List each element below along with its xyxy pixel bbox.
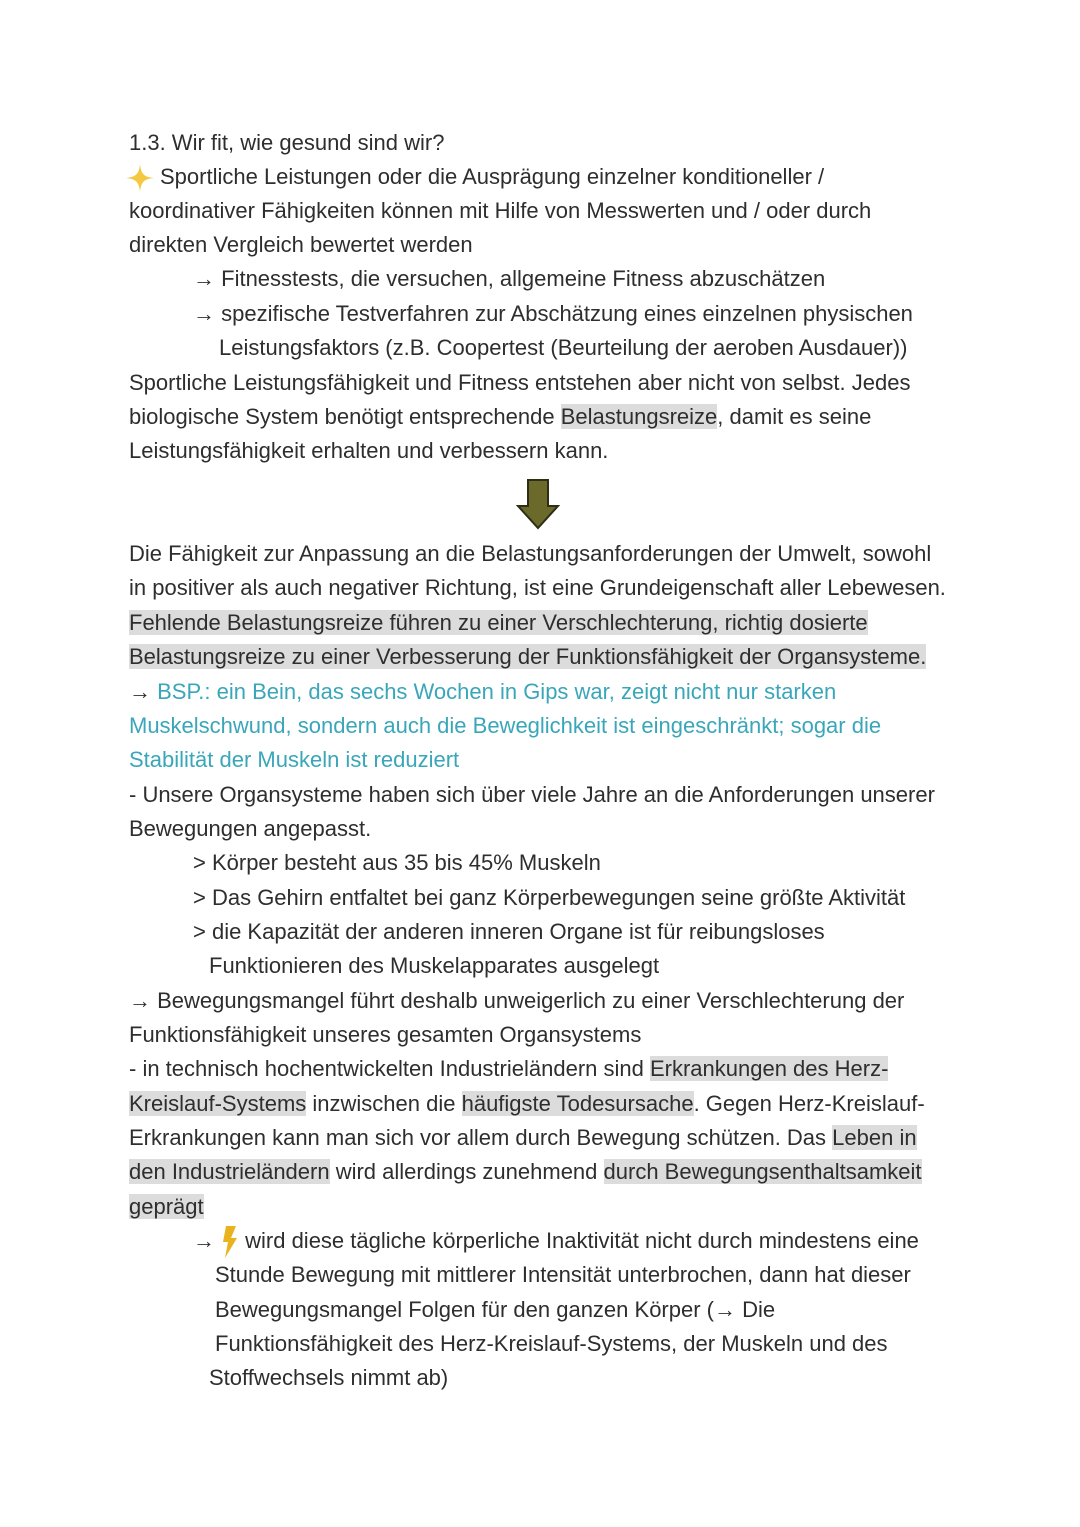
highlight-text: Leben in bbox=[832, 1125, 917, 1150]
highlight-text: den Industrieländern bbox=[129, 1159, 330, 1184]
section-title: 1.3. Wir fit, wie gesund sind wir? bbox=[129, 130, 445, 155]
p5-text: wird allerdings zunehmend bbox=[329, 1159, 604, 1184]
arrow-right-icon: → bbox=[193, 1228, 215, 1253]
p5-line-1 bbox=[129, 1052, 888, 1086]
highlight-text: häufigste Todesursache bbox=[461, 1091, 694, 1116]
arrow-right-icon: → bbox=[129, 988, 151, 1013]
highlight-text: Fehlende Belastungsreize führen zu einer Verschlechterung, richtig dosierte bbox=[129, 610, 868, 635]
example-line-3: Stabilität der Muskeln ist reduziert bbox=[129, 747, 460, 772]
arrow-right-icon: → bbox=[129, 679, 151, 704]
arrow-right-icon: → bbox=[714, 1297, 736, 1322]
p5-text: . Gegen Herz-Kreislauf- bbox=[693, 1091, 925, 1116]
p4-line-2: Bewegungen angepasst. bbox=[129, 816, 372, 841]
warn-text: wird diese tägliche körperliche Inaktivität nicht durch mindestens eine bbox=[245, 1228, 919, 1253]
fact-organe-cont: Funktionieren des Muskelapparates ausgelegt bbox=[209, 953, 660, 978]
highlight-text: Belastungsreize zu einer Verbesserung der Funktionsfähigkeit der Organsysteme. bbox=[129, 644, 927, 669]
p5-text: Erkrankungen kann man sich vor allem durch Bewegung schützen. Das bbox=[129, 1125, 833, 1150]
intro-line-2: koordinativer Fähigkeiten können mit Hilfe von Messwerten und / oder durch bbox=[129, 198, 872, 223]
down-arrow-icon bbox=[516, 478, 560, 530]
intro-line-3: direkten Vergleich bewertet werden bbox=[129, 232, 473, 257]
bullet-fitnesstests bbox=[193, 262, 825, 296]
arrow-right-icon: → bbox=[193, 301, 215, 326]
highlight-text: Erkrankungen des Herz- bbox=[649, 1056, 889, 1081]
conclusion-line-1 bbox=[129, 984, 904, 1018]
intro-line-1 bbox=[124, 160, 824, 194]
p4-line-1: - Unsere Organsysteme haben sich über viele Jahre an die Anforderungen unserer bbox=[129, 782, 935, 807]
bullet-testverfahren bbox=[193, 297, 913, 331]
p2-line-2 bbox=[129, 400, 871, 434]
p5-text: - in technisch hochentwickelten Industrieländern sind bbox=[129, 1056, 650, 1081]
conclusion-text: Bewegungsmangel führt deshalb unweigerlich zu einer Verschlechterung der bbox=[157, 988, 905, 1013]
p2-text: biologische System benötigt entsprechende bbox=[129, 404, 561, 429]
highlight-belastungsreize: Belastungsreize bbox=[560, 404, 718, 429]
warn-line-5: Stoffwechsels nimmt ab) bbox=[209, 1365, 449, 1390]
warn-text: Die bbox=[736, 1297, 776, 1322]
example-text: BSP.: ein Bein, das sechs Wochen in Gips war, zeigt nicht nur starken bbox=[157, 679, 837, 704]
example-line-1 bbox=[129, 675, 836, 709]
highlight-text: geprägt bbox=[129, 1194, 204, 1219]
bullet-text: Fitnesstests, die versuchen, allgemeine Fitness abzuschätzen bbox=[221, 266, 826, 291]
bullet-testverfahren-cont: Leistungsfaktors (z.B. Coopertest (Beurteilung der aeroben Ausdauer)) bbox=[219, 335, 908, 360]
p5-line-5 bbox=[129, 1190, 204, 1224]
example-line-2: Muskelschwund, sondern auch die Beweglichkeit ist eingeschränkt; sogar die bbox=[129, 713, 882, 738]
lightning-icon bbox=[221, 1225, 239, 1259]
p2-line-3: Leistungsfähigkeit erhalten und verbessern kann. bbox=[129, 438, 609, 463]
warn-line-4: Funktionsfähigkeit des Herz-Kreislauf-Systems, der Muskeln und des bbox=[215, 1331, 888, 1356]
highlight-text: Kreislauf-Systems bbox=[129, 1091, 307, 1116]
p5-line-2 bbox=[129, 1087, 925, 1121]
p2-line-1: Sportliche Leistungsfähigkeit und Fitness entstehen aber nicht von selbst. Jedes bbox=[129, 370, 911, 395]
warn-line-3 bbox=[215, 1293, 775, 1327]
p3-line-2: in positiver als auch negativer Richtung, ist eine Grundeigenschaft aller Lebewesen. bbox=[129, 575, 946, 600]
fact-gehirn: > Das Gehirn entfaltet bei ganz Körperbewegungen seine größte Aktivität bbox=[193, 885, 906, 910]
p3-line-1: Die Fähigkeit zur Anpassung an die Belastungsanforderungen der Umwelt, sowohl bbox=[129, 541, 932, 566]
p5-line-3 bbox=[129, 1121, 917, 1155]
fact-muskeln: > Körper besteht aus 35 bis 45% Muskeln bbox=[193, 850, 601, 875]
p3-highlight-line-2 bbox=[129, 640, 926, 674]
warn-line-1 bbox=[193, 1224, 919, 1258]
highlight-text: durch Bewegungsenthaltsamkeit bbox=[603, 1159, 922, 1184]
conclusion-line-2: Funktionsfähigkeit unseres gesamten Organsystems bbox=[129, 1022, 642, 1047]
warn-text: Bewegungsmangel Folgen für den ganzen Körper ( bbox=[215, 1297, 714, 1322]
intro-text-1: Sportliche Leistungen oder die Ausprägung einzelner konditioneller / bbox=[160, 164, 825, 189]
p2-text: , damit es seine bbox=[717, 404, 872, 429]
p3-highlight-line-1 bbox=[129, 606, 868, 640]
p5-line-4 bbox=[129, 1155, 922, 1189]
warn-line-2: Stunde Bewegung mit mittlerer Intensität unterbrochen, dann hat dieser bbox=[215, 1262, 911, 1287]
bullet-text: spezifische Testverfahren zur Abschätzung eines einzelnen physischen bbox=[221, 301, 913, 326]
fact-organe: > die Kapazität der anderen inneren Organe ist für reibungsloses bbox=[193, 919, 825, 944]
sparkle-icon bbox=[124, 162, 156, 194]
p5-text: inzwischen die bbox=[306, 1091, 462, 1116]
arrow-right-icon: → bbox=[193, 266, 215, 291]
